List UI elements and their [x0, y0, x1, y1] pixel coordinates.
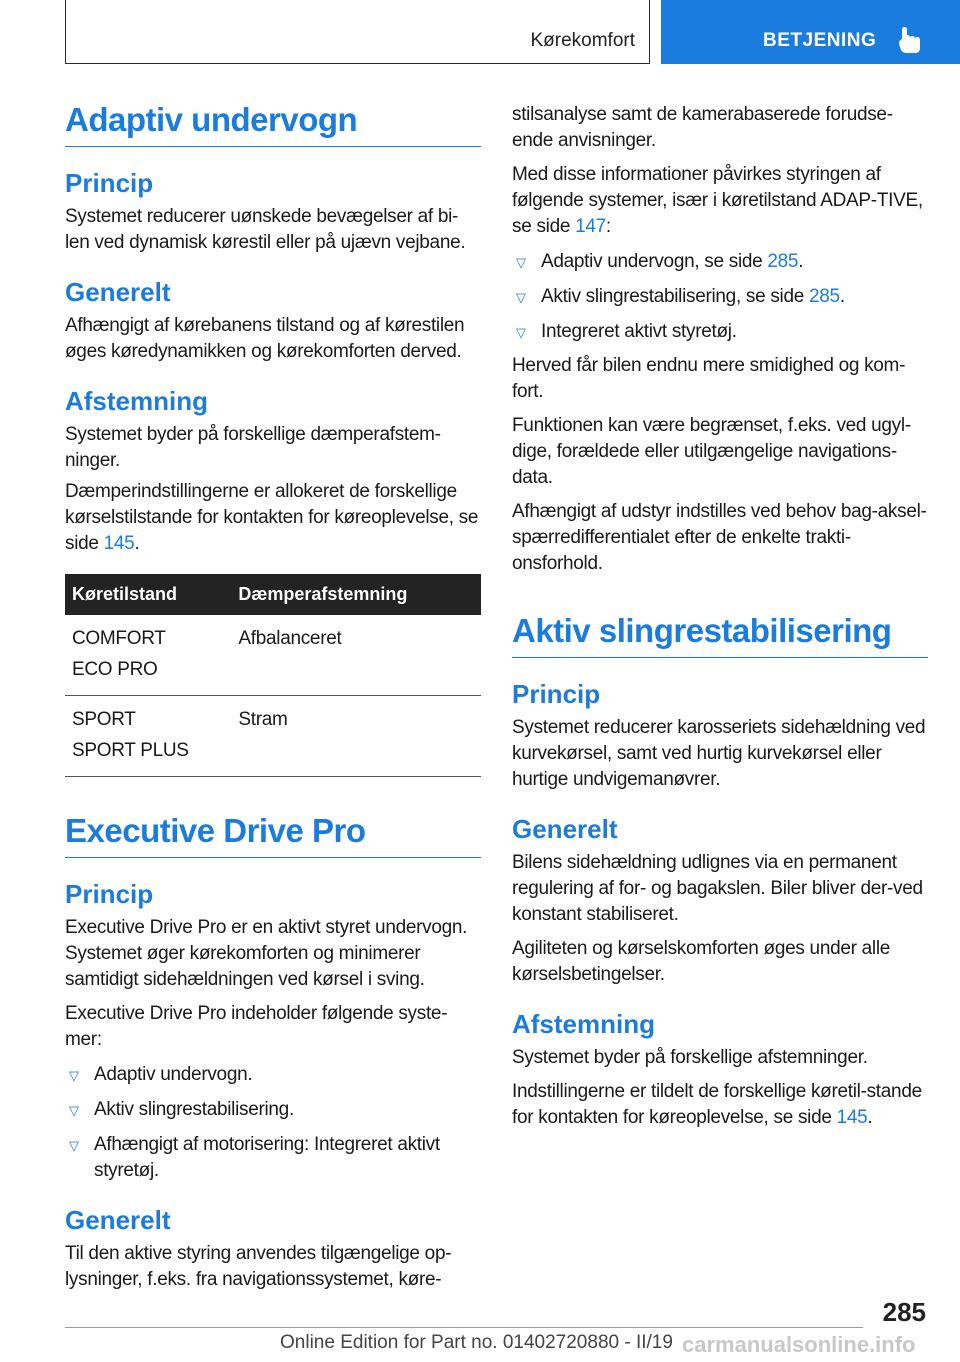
bullet-list	[512, 249, 928, 345]
section-title-adaptiv-undervogn: Adaptiv undervogn	[65, 100, 481, 147]
paragraph: stilsanalyse samt de kamerabaserede forudse-ende anvisninger.	[512, 104, 893, 151]
list-item: ▽ Aktiv slingrestabilisering.	[65, 1097, 481, 1123]
header-tab-box[interactable]	[661, 0, 960, 64]
paragraph: Funktionen kan være begrænset, f.eks. ved ugyl-dige, forældede eller utilgængelige navigations-data.	[512, 415, 911, 488]
list-item: ▽ Integreret aktivt styretøj.	[512, 319, 928, 345]
list-item: ▽ Adaptiv undervogn, se side 285.	[512, 249, 928, 275]
damper-table	[65, 574, 481, 777]
triangle-bullet-icon: ▽	[69, 1103, 79, 1118]
section-title-aktiv-slingrestabilisering: Aktiv slingrestabilisering	[512, 611, 928, 658]
list-item: ▽ Afhængigt af motorisering: Integreret aktivt styretøj.	[69, 1134, 440, 1181]
pointing-hand-icon	[897, 26, 923, 54]
page-number: 285	[882, 1297, 926, 1327]
heading-generelt: Generelt	[65, 277, 171, 307]
page-link[interactable]: 145	[836, 1107, 868, 1128]
header-tab-label: BETJENING	[763, 30, 877, 51]
page-link[interactable]: 145	[103, 533, 135, 554]
table-header-row	[65, 574, 481, 615]
left-column	[65, 100, 481, 1293]
paragraph: Systemet reducerer karosseriets sidehældning ved kurvekørsel, samt ved hurtig kurvekørsel eller hurtige undvigemanøvrer.	[512, 717, 926, 790]
paragraph: Til den aktive styring anvendes tilgængelige op-lysninger, f.eks. fra navigationssystemet, køre-	[65, 1243, 452, 1290]
list-item: ▽ Adaptiv undervogn.	[65, 1062, 481, 1088]
paragraph: Bilens sidehældning udlignes via en permanent regulering af for- og bagakslen. Biler bliver der-ved konstant stabiliseret.	[512, 852, 923, 925]
heading-afstemning: Afstemning	[65, 386, 208, 416]
header-section-box	[65, 0, 650, 64]
table-header-cell: Dæmperafstemning	[231, 574, 481, 615]
heading-generelt: Generelt	[512, 814, 618, 844]
section-title-executive-drive-pro: Executive Drive Pro	[65, 811, 481, 858]
right-column	[512, 100, 928, 1131]
list-item: ▽ Aktiv slingrestabilisering, se side 285.	[512, 284, 928, 310]
watermark: carmanualsonline.info	[682, 1332, 916, 1357]
edition-text: Online Edition for Part no. 01402720880 - II/19	[280, 1332, 673, 1353]
heading-princip: Princip	[65, 879, 154, 909]
heading-princip: Princip	[65, 168, 154, 198]
heading-generelt: Generelt	[65, 1205, 171, 1235]
paragraph: Executive Drive Pro er en aktivt styret undervogn. Systemet øger kørekomforten og minimerer samtidigt sidehældningen ved kørsel i sving.	[65, 917, 468, 990]
paragraph: Afhængigt af udstyr indstilles ved behov bag-aksel-spærredifferentialet efter de enkelte trakti-onsforhold.	[512, 501, 927, 574]
triangle-bullet-icon: ▽	[69, 1068, 79, 1083]
table-cell: COMFORT ECO PRO	[65, 615, 231, 696]
table-cell: Stram	[231, 696, 481, 777]
paragraph-with-link: Dæmperindstillingerne er allokeret de forskellige kørselstilstande for kontakten for køreoplevelse, se side 145.	[65, 481, 479, 554]
table-header-cell: Køretilstand	[65, 574, 231, 615]
table-cell: Afbalanceret	[231, 615, 481, 696]
paragraph-with-link: Indstillingerne er tildelt de forskellige køretil-stande for kontakten for køreoplevelse, se side 145.	[512, 1081, 922, 1128]
heading-afstemning: Afstemning	[512, 1009, 655, 1039]
paragraph: Systemet byder på forskellige dæmperafstem-ninger.	[65, 424, 441, 471]
page-link[interactable]: 285	[809, 286, 840, 307]
paragraph: Agiliteten og kørselskomforten øges under alle kørselsbetingelser.	[512, 938, 891, 985]
triangle-bullet-icon: ▽	[69, 1138, 79, 1153]
heading-princip: Princip	[512, 679, 601, 709]
triangle-bullet-icon: ▽	[516, 325, 526, 340]
table-row	[65, 696, 481, 777]
table-row	[65, 615, 481, 696]
paragraph: Executive Drive Pro indeholder følgende syste-mer:	[65, 1003, 448, 1050]
triangle-bullet-icon: ▽	[516, 290, 526, 305]
paragraph-with-link: Med disse informationer påvirkes styringen af følgende systemer, især i køretilstand ADAP-TIVE, se side 147:	[512, 164, 923, 237]
paragraph: Systemet reducerer uønskede bevægelser af bi-len ved dynamisk kørestil eller på ujævn vejbane.	[65, 206, 466, 253]
paragraph: Systemet byder på forskellige afstemninger.	[512, 1047, 868, 1068]
footer-divider	[65, 1327, 863, 1328]
page-link[interactable]: 147	[575, 216, 606, 237]
bullet-list	[65, 1062, 481, 1184]
table-cell: SPORT SPORT PLUS	[65, 696, 231, 777]
paragraph: Afhængigt af kørebanens tilstand og af kørestilen øges køredynamikken og kørekomforten derved.	[65, 315, 465, 362]
header-section-title: Kørekomfort	[530, 30, 635, 51]
triangle-bullet-icon: ▽	[516, 255, 526, 270]
paragraph: Herved får bilen endnu mere smidighed og kom-fort.	[512, 355, 906, 402]
page-link[interactable]: 285	[767, 251, 799, 272]
